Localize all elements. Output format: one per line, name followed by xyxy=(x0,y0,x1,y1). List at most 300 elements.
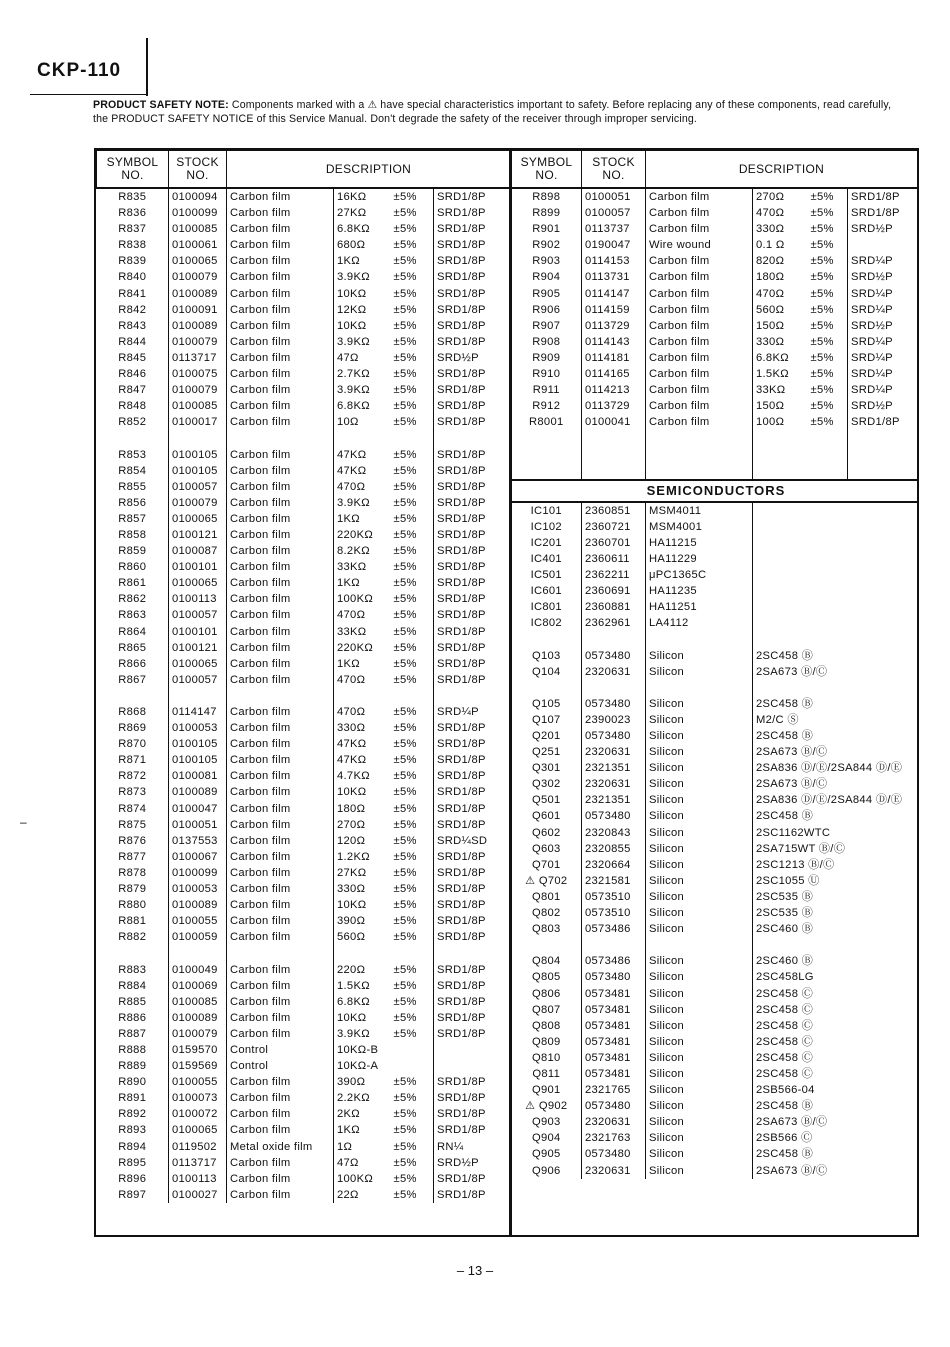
symbol-cell: R836 xyxy=(118,207,147,220)
table-row xyxy=(97,543,511,559)
stock-cell: 0573480 xyxy=(582,648,646,664)
table-row xyxy=(97,1042,511,1058)
rating-cell: SRD1/8P xyxy=(848,188,918,205)
stock-cell: 0100055 xyxy=(169,1074,227,1090)
stock-cell: 0100047 xyxy=(169,801,227,817)
stock-cell: 0100085 xyxy=(169,994,227,1010)
value-cell: 180Ω xyxy=(753,269,808,285)
type-cell: Carbon film xyxy=(227,495,334,511)
symbol-cell: ⚠ Q902 xyxy=(525,1100,568,1113)
table-row xyxy=(512,269,918,285)
table-row xyxy=(97,495,511,511)
rating-cell: SRD1/8P xyxy=(434,1122,511,1138)
type-cell: Carbon film xyxy=(227,334,334,350)
symbol-cell: Q808 xyxy=(531,1019,561,1032)
tolerance-cell: ±5% xyxy=(393,368,417,381)
symbol-cell: R8001 xyxy=(529,416,564,429)
type-cell: Silicon xyxy=(646,1066,753,1082)
margin-mark: – xyxy=(20,815,27,829)
type-cell: Silicon xyxy=(646,760,753,776)
symbol-cell: R878 xyxy=(118,866,147,879)
value-cell: 47Ω xyxy=(334,350,391,366)
type-cell: Carbon film xyxy=(646,269,753,285)
value-cell: 10KΩ-B xyxy=(334,1042,391,1058)
tolerance-cell: ±5% xyxy=(393,754,417,767)
spacer-cell xyxy=(512,447,582,463)
symbol-cell: R888 xyxy=(118,1043,147,1056)
tolerance-cell: ±5% xyxy=(393,673,417,686)
table-row xyxy=(512,841,918,857)
part-number-cell: 2SC535 Ⓑ xyxy=(753,905,918,921)
stock-cell: 0100081 xyxy=(169,768,227,784)
part-number-cell xyxy=(753,583,918,599)
type-cell: Silicon xyxy=(646,1002,753,1018)
table-row xyxy=(512,318,918,334)
stock-cell: 2320855 xyxy=(582,841,646,857)
symbol-cell: R869 xyxy=(118,722,147,735)
stock-cell: 0573480 xyxy=(582,1146,646,1162)
tolerance-cell: ±5% xyxy=(810,400,834,413)
value-cell: 680Ω xyxy=(334,237,391,253)
stock-cell: 2321351 xyxy=(582,760,646,776)
stock-cell: 0100089 xyxy=(169,897,227,913)
table-row xyxy=(512,502,918,519)
rating-cell: SRD¼P xyxy=(848,302,918,318)
stock-cell: 2320631 xyxy=(582,664,646,680)
rating-cell: SRD1/8P xyxy=(434,286,511,302)
table-row xyxy=(97,334,511,350)
symbol-cell: R886 xyxy=(118,1011,147,1024)
table-row xyxy=(97,640,511,656)
value-cell: 3.9KΩ xyxy=(334,495,391,511)
rating-cell xyxy=(434,1042,511,1058)
stock-cell: 2320631 xyxy=(582,1163,646,1179)
tolerance-cell: ±5% xyxy=(393,818,417,831)
table-row xyxy=(97,447,511,463)
value-cell: 12KΩ xyxy=(334,302,391,318)
stock-cell: 2321351 xyxy=(582,792,646,808)
tolerance-cell: ±5% xyxy=(393,1108,417,1121)
type-cell: Carbon film xyxy=(227,1171,334,1187)
spacer-cell xyxy=(334,430,391,446)
type-cell: Carbon film xyxy=(227,302,334,318)
value-cell: 330Ω xyxy=(334,881,391,897)
symbol-cell: R899 xyxy=(532,207,561,220)
rating-cell: SRD1/8P xyxy=(434,1074,511,1090)
semiconductors-title: SEMICONDUCTORS xyxy=(512,480,918,502)
type-cell: Carbon film xyxy=(227,511,334,527)
type-cell: Carbon film xyxy=(227,479,334,495)
rating-cell: SRD1/8P xyxy=(434,591,511,607)
part-number-cell: 2SC458 Ⓒ xyxy=(753,986,918,1002)
part-number-cell xyxy=(753,535,918,551)
symbol-cell: R835 xyxy=(118,191,147,203)
stock-cell: 2321581 xyxy=(582,873,646,889)
symbol-cell: R848 xyxy=(118,400,147,413)
value-cell: 6.8KΩ xyxy=(334,994,391,1010)
type-cell: Carbon film xyxy=(227,221,334,237)
value-cell: 1.2KΩ xyxy=(334,849,391,865)
table-row xyxy=(512,551,918,567)
table-row xyxy=(97,318,511,334)
type-cell: Carbon film xyxy=(227,1106,334,1122)
stock-cell: 2360721 xyxy=(582,519,646,535)
value-cell: 27KΩ xyxy=(334,865,391,881)
stock-cell: 0100017 xyxy=(169,414,227,430)
table-row xyxy=(97,929,511,945)
type-cell: Carbon film xyxy=(646,382,753,398)
spacer-cell xyxy=(334,688,391,704)
right-parts-table xyxy=(509,148,919,1237)
table-row xyxy=(512,414,918,430)
table-row xyxy=(512,1163,918,1179)
stock-cell: 0100051 xyxy=(582,188,646,205)
type-cell: Silicon xyxy=(646,1146,753,1162)
stock-cell: 0100079 xyxy=(169,334,227,350)
value-cell: 220KΩ xyxy=(334,640,391,656)
rating-cell: SRD1/8P xyxy=(434,640,511,656)
stock-cell: 0100079 xyxy=(169,269,227,285)
type-cell: Carbon film xyxy=(227,1122,334,1138)
model-divider-horizontal xyxy=(30,94,148,95)
symbol-cell: Q806 xyxy=(531,987,561,1000)
type-cell: Carbon film xyxy=(227,463,334,479)
value-cell: 10Ω xyxy=(334,414,391,430)
type-cell: Silicon xyxy=(646,648,753,664)
table-row xyxy=(97,269,511,285)
tolerance-cell: ±5% xyxy=(810,223,834,236)
tolerance-cell: ±5% xyxy=(393,335,417,348)
table-row xyxy=(512,760,918,776)
spacer-cell xyxy=(512,430,582,446)
part-number-cell xyxy=(753,551,918,567)
spacer-cell xyxy=(753,680,918,696)
tolerance-cell: ±5% xyxy=(810,368,834,381)
tolerance-cell: ±5% xyxy=(393,303,417,316)
value-cell: 1KΩ xyxy=(334,511,391,527)
table-row xyxy=(512,792,918,808)
tolerance-cell: ±5% xyxy=(810,287,834,300)
stock-cell: 0573481 xyxy=(582,1018,646,1034)
spacer-cell xyxy=(808,430,848,446)
right-header-description: DESCRIPTION xyxy=(646,151,918,189)
stock-cell: 2360881 xyxy=(582,599,646,615)
spacer-row xyxy=(512,937,918,953)
type-cell: Carbon film xyxy=(646,414,753,430)
table-row xyxy=(97,978,511,994)
table-row xyxy=(97,205,511,221)
table-row xyxy=(97,591,511,607)
value-cell: 470Ω xyxy=(334,607,391,623)
rating-cell: SRD1/8P xyxy=(434,720,511,736)
rating-cell: SRD1/8P xyxy=(434,1106,511,1122)
stock-cell: 0100069 xyxy=(169,978,227,994)
spacer-cell xyxy=(512,937,582,953)
type-cell: Carbon film xyxy=(227,865,334,881)
table-row xyxy=(512,728,918,744)
table-row xyxy=(512,696,918,712)
part-number-cell: 2SA673 Ⓑ/Ⓒ xyxy=(753,664,918,680)
stock-cell: 0573481 xyxy=(582,1002,646,1018)
spacer-cell xyxy=(848,447,918,463)
stock-cell: 0100072 xyxy=(169,1106,227,1122)
tolerance-cell: ±5% xyxy=(393,416,417,429)
left-parts-table xyxy=(94,148,512,1237)
type-cell: μPC1365C xyxy=(646,567,753,583)
type-cell: HA11235 xyxy=(646,583,753,599)
stock-cell: 0100065 xyxy=(169,511,227,527)
symbol-cell: R893 xyxy=(118,1124,147,1137)
part-number-cell xyxy=(753,502,918,519)
tolerance-cell: ±5% xyxy=(393,351,417,364)
table-row xyxy=(97,1026,511,1042)
symbol-cell: R843 xyxy=(118,319,147,332)
rating-cell: SRD¼SD xyxy=(434,833,511,849)
symbol-cell: Q603 xyxy=(531,842,561,855)
type-cell: Silicon xyxy=(646,776,753,792)
part-number-cell: 2SC458 Ⓒ xyxy=(753,1018,918,1034)
value-cell: 100KΩ xyxy=(334,1171,391,1187)
model-number: CKP-110 xyxy=(37,60,122,81)
type-cell: Carbon film xyxy=(227,1010,334,1026)
value-cell: 820Ω xyxy=(753,253,808,269)
symbol-cell: Q804 xyxy=(531,955,561,968)
table-row xyxy=(97,237,511,253)
stock-cell: 0573481 xyxy=(582,1034,646,1050)
tolerance-cell: ±5% xyxy=(393,979,417,992)
rating-cell: SRD1/8P xyxy=(434,1010,511,1026)
symbol-cell: R874 xyxy=(118,802,147,815)
stock-cell: 0100089 xyxy=(169,784,227,800)
stock-cell: 0113737 xyxy=(582,221,646,237)
type-cell: Carbon film xyxy=(227,768,334,784)
symbol-cell: IC401 xyxy=(530,552,562,565)
type-cell: Silicon xyxy=(646,744,753,760)
stock-cell: 0100085 xyxy=(169,398,227,414)
rating-cell: SRD1/8P xyxy=(434,752,511,768)
spacer-cell xyxy=(582,447,646,463)
table-row xyxy=(97,1122,511,1138)
type-cell: Carbon film xyxy=(227,253,334,269)
table-row xyxy=(97,382,511,398)
symbol-cell: R862 xyxy=(118,593,147,606)
table-row xyxy=(512,921,918,937)
rating-cell: SRD1/8P xyxy=(848,205,918,221)
table-row xyxy=(512,986,918,1002)
stock-cell: 0114181 xyxy=(582,350,646,366)
stock-cell: 2320843 xyxy=(582,825,646,841)
stock-cell: 0100079 xyxy=(169,1026,227,1042)
table-row xyxy=(97,768,511,784)
type-cell: Wire wound xyxy=(646,237,753,253)
type-cell: Carbon film xyxy=(646,253,753,269)
table-row xyxy=(512,1098,918,1114)
stock-cell: 0100065 xyxy=(169,253,227,269)
spacer-row xyxy=(512,430,918,446)
symbol-cell: R853 xyxy=(118,448,147,461)
rating-cell: SRD1/8P xyxy=(434,1171,511,1187)
type-cell: Carbon film xyxy=(227,994,334,1010)
rating-cell: SRD1/8P xyxy=(434,447,511,463)
stock-cell: 0100089 xyxy=(169,318,227,334)
tolerance-cell: ±5% xyxy=(393,448,417,461)
rating-cell: SRD1/8P xyxy=(434,1090,511,1106)
type-cell: Carbon film xyxy=(227,672,334,688)
value-cell: 470Ω xyxy=(334,479,391,495)
type-cell: Carbon film xyxy=(646,286,753,302)
table-row xyxy=(97,897,511,913)
symbol-cell: IC802 xyxy=(530,617,562,630)
stock-cell: 0114153 xyxy=(582,253,646,269)
symbol-cell: R870 xyxy=(118,738,147,751)
tolerance-cell: ±5% xyxy=(810,351,834,364)
tolerance-cell: ±5% xyxy=(393,191,417,203)
symbol-cell: R858 xyxy=(118,528,147,541)
stock-cell: 0100101 xyxy=(169,624,227,640)
stock-cell: 0114143 xyxy=(582,334,646,350)
spacer-cell xyxy=(434,430,511,446)
stock-cell: 0100105 xyxy=(169,752,227,768)
value-cell: 3.9KΩ xyxy=(334,334,391,350)
stock-cell: 2360611 xyxy=(582,551,646,567)
spacer-cell xyxy=(391,688,434,704)
tolerance-cell: ±5% xyxy=(393,738,417,751)
left-header-description: DESCRIPTION xyxy=(227,151,511,189)
table-row xyxy=(97,559,511,575)
table-row xyxy=(97,1139,511,1155)
tolerance-cell: ±5% xyxy=(393,1011,417,1024)
table-row xyxy=(512,382,918,398)
symbol-cell: Q602 xyxy=(531,826,561,839)
table-row xyxy=(512,1050,918,1066)
tolerance-cell: ±5% xyxy=(393,512,417,525)
tolerance-cell: ±5% xyxy=(393,931,417,944)
stock-cell: 0100099 xyxy=(169,865,227,881)
part-number-cell: 2SA836 Ⓓ/Ⓔ/2SA844 Ⓓ/Ⓔ xyxy=(753,792,918,808)
tolerance-cell: ±5% xyxy=(393,770,417,783)
stock-cell: 0100041 xyxy=(582,414,646,430)
type-cell: Silicon xyxy=(646,728,753,744)
symbol-cell: R864 xyxy=(118,625,147,638)
table-row xyxy=(97,511,511,527)
symbol-cell: Q105 xyxy=(531,697,561,710)
stock-cell: 0100094 xyxy=(169,188,227,205)
table-row xyxy=(97,624,511,640)
table-row xyxy=(97,881,511,897)
rating-cell: SRD1/8P xyxy=(434,1026,511,1042)
symbol-cell: R911 xyxy=(532,384,560,397)
spacer-cell xyxy=(848,430,918,446)
rating-cell: SRD1/8P xyxy=(434,414,511,430)
tolerance-cell: ±5% xyxy=(393,657,417,670)
type-cell: Carbon film xyxy=(227,640,334,656)
table-row xyxy=(512,664,918,680)
spacer-cell xyxy=(753,631,918,647)
stock-cell: 2390023 xyxy=(582,712,646,728)
rating-cell: SRD1/8P xyxy=(434,624,511,640)
type-cell: Carbon film xyxy=(227,1155,334,1171)
value-cell: 10KΩ xyxy=(334,1010,391,1026)
type-cell: Carbon film xyxy=(227,929,334,945)
value-cell: 180Ω xyxy=(334,801,391,817)
rating-cell: SRD¼P xyxy=(848,350,918,366)
part-number-cell: 2SC535 Ⓑ xyxy=(753,889,918,905)
type-cell: Carbon film xyxy=(646,350,753,366)
table-row xyxy=(97,607,511,623)
stock-cell: 0573480 xyxy=(582,696,646,712)
type-cell: Silicon xyxy=(646,953,753,969)
tolerance-cell: ±5% xyxy=(393,287,417,300)
type-cell: Carbon film xyxy=(227,978,334,994)
left-header-symbol: SYMBOL NO. xyxy=(97,151,169,189)
type-cell: HA11229 xyxy=(646,551,753,567)
symbol-cell: Q905 xyxy=(531,1148,561,1161)
table-row xyxy=(97,736,511,752)
symbol-cell: R904 xyxy=(532,271,561,284)
symbol-cell: R855 xyxy=(118,480,147,493)
tolerance-cell: ±5% xyxy=(393,899,417,912)
table-row xyxy=(97,221,511,237)
part-number-cell: 2SC458 Ⓑ xyxy=(753,648,918,664)
symbol-cell: R867 xyxy=(118,673,147,686)
stock-cell: 2360701 xyxy=(582,535,646,551)
rating-cell: SRD1/8P xyxy=(434,527,511,543)
symbol-cell: R895 xyxy=(118,1156,147,1169)
rating-cell: SRD¼P xyxy=(848,366,918,382)
rating-cell: SRD¼P xyxy=(848,253,918,269)
symbol-cell: R903 xyxy=(532,255,561,268)
stock-cell: 0100027 xyxy=(169,1187,227,1203)
value-cell: 3.9KΩ xyxy=(334,269,391,285)
type-cell: Carbon film xyxy=(646,205,753,221)
rating-cell: SRD1/8P xyxy=(434,656,511,672)
spacer-cell xyxy=(97,430,169,446)
tolerance-cell: ±5% xyxy=(393,625,417,638)
type-cell: Metal oxide film xyxy=(227,1139,334,1155)
stock-cell: 0100049 xyxy=(169,962,227,978)
spacer-cell xyxy=(753,447,808,463)
symbol-cell: R901 xyxy=(532,223,561,236)
value-cell: 33KΩ xyxy=(753,382,808,398)
table-row xyxy=(97,366,511,382)
type-cell: Carbon film xyxy=(646,318,753,334)
stock-cell: 0100101 xyxy=(169,559,227,575)
symbol-cell: IC801 xyxy=(530,601,562,614)
table-row xyxy=(512,599,918,615)
type-cell: LA4112 xyxy=(646,615,753,631)
table-row xyxy=(97,704,511,720)
stock-cell: 0100055 xyxy=(169,913,227,929)
type-cell: Silicon xyxy=(646,1163,753,1179)
table-row xyxy=(97,962,511,978)
symbol-cell: R842 xyxy=(118,303,147,316)
tolerance-cell: ±5% xyxy=(393,496,417,509)
stock-cell: 0100051 xyxy=(169,817,227,833)
type-cell: Carbon film xyxy=(227,962,334,978)
type-cell: Silicon xyxy=(646,1050,753,1066)
spacer-row xyxy=(97,688,511,704)
type-cell: Silicon xyxy=(646,873,753,889)
table-row xyxy=(512,398,918,414)
spacer-cell xyxy=(227,945,334,961)
stock-cell: 2362211 xyxy=(582,567,646,583)
symbol-cell: R885 xyxy=(118,995,147,1008)
table-row xyxy=(512,1130,918,1146)
value-cell: 10KΩ xyxy=(334,897,391,913)
symbol-cell: R871 xyxy=(118,754,147,767)
spacer-cell xyxy=(227,430,334,446)
table-row xyxy=(97,1058,511,1074)
